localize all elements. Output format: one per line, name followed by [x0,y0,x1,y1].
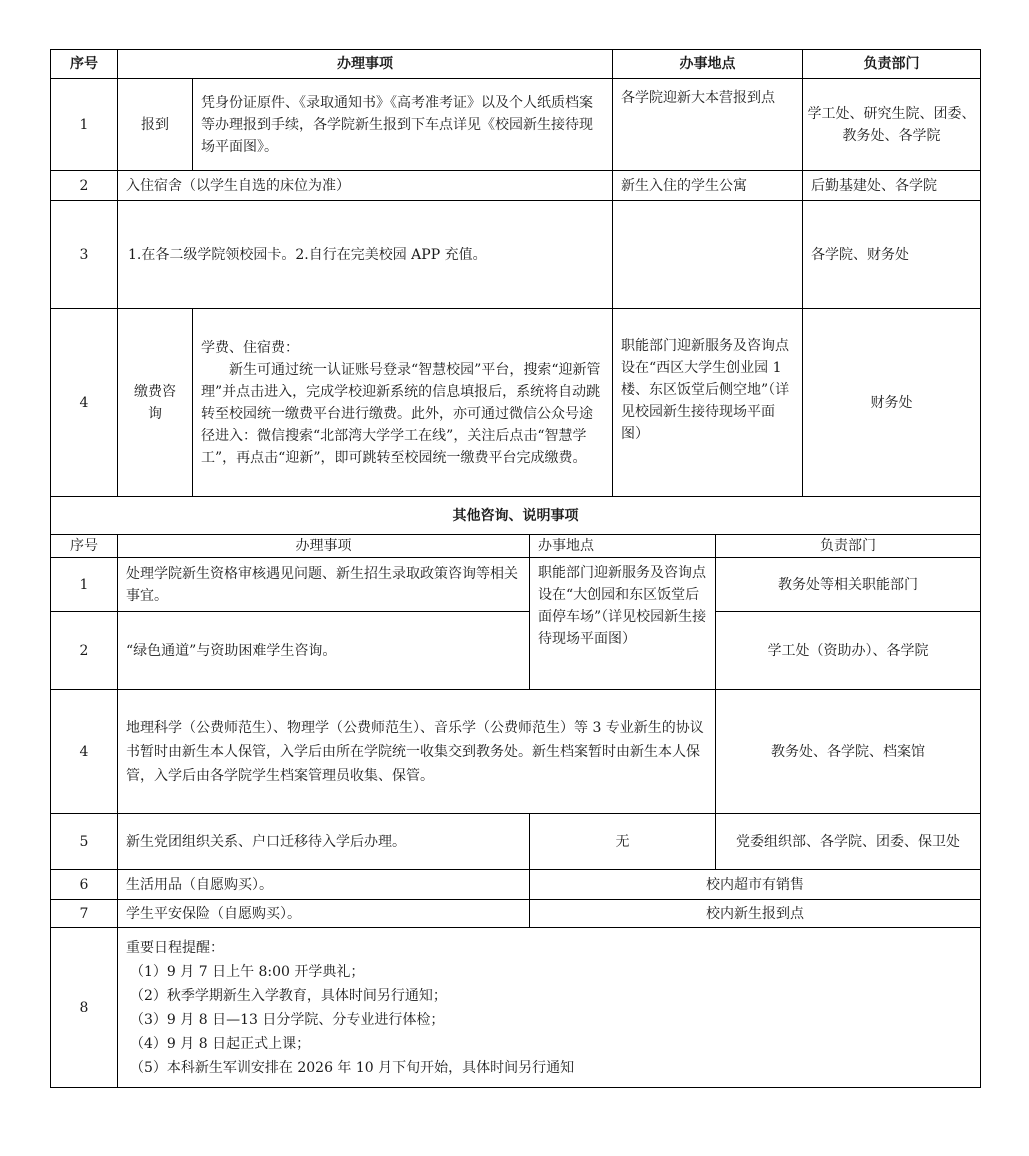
table-row [51,171,981,201]
header-dept: 负责部门 [716,535,981,558]
row-no: 8 [51,928,118,1088]
table-row [51,900,981,928]
schedule-item: （1）9 月 7 日上午 8:00 开学典礼； [130,963,365,980]
row-desc: 新生党团组织关系、户口迁移待入学后办理。 [118,814,530,870]
other-matters-table [50,496,981,1088]
header-dept: 负责部门 [803,50,981,79]
row-location: 新生入住的学生公寓 [613,171,803,201]
table-row [51,558,981,612]
schedule-item: （2）秋季学期新生入学教育，具体时间另行通知； [130,987,447,1004]
row-location: 校内超市有销售 [530,870,981,900]
row-desc: 凭身份证原件、《录取通知书》《高考准考证》以及个人纸质档案等办理报到手续，各学院新生报到下车点详见《校园新生接待现场平面图》。 [193,79,613,171]
shared-location: 职能部门迎新服务及咨询点设在“大创园和东区饭堂后面停车场”（详见校园新生接待现场平面图） [530,558,716,690]
table-row [51,928,981,1088]
row-dept: 学工处、研究生院、团委、教务处、各学院 [803,79,981,171]
header-item: 办理事项 [118,50,613,79]
row-desc: 学生平安保险（自愿购买）。 [118,900,530,928]
row-desc: 地理科学（公费师范生）、物理学（公费师范生）、音乐学（公费师范生）等 3 专业新生的协议书暂时由新生本人保管，入学后由所在学院统一收集交到教务处。新生档案暂时由新生本人保管，入学后由各学院学生档案管理员收集、保管。 [118,690,716,814]
schedule-item: （5）本科新生军训安排在 2026 年 10 月下旬开始，具体时间另行通知 [130,1059,575,1076]
header-location: 办事地点 [530,535,716,558]
table-header-row [51,535,981,558]
row-dept: 党委组织部、各学院、团委、保卫处 [716,814,981,870]
section-title: 其他咨询、说明事项 [51,497,981,535]
row-desc-title: 学费、住宿费： [201,339,299,356]
row-location: 无 [530,814,716,870]
row-location [613,201,803,309]
table-row [51,612,981,690]
row-dept: 教务处、各学院、档案馆 [716,690,981,814]
schedule-title: 重要日程提醒： [126,939,224,956]
row-no: 4 [51,690,118,814]
section-title-row [51,497,981,535]
header-no: 序号 [51,535,118,558]
row-location: 校内新生报到点 [530,900,981,928]
row-no: 7 [51,900,118,928]
row-dept: 学工处（资助办）、各学院 [716,612,981,690]
row-desc: “绿色通道”与资助困难学生咨询。 [118,612,530,690]
header-no: 序号 [51,50,118,79]
row-no: 5 [51,814,118,870]
row-desc: 生活用品（自愿购买）。 [118,870,530,900]
row-no: 3 [51,201,118,309]
header-location: 办事地点 [613,50,803,79]
row-label: 缴费咨询 [118,309,193,497]
schedule-item: （3）9 月 8 日—13 日分学院、分专业进行体检； [130,1011,445,1028]
row-no: 6 [51,870,118,900]
row-desc: 1.在各二级学院领校园卡。2.自行在完美校园 APP 充值。 [118,201,613,309]
row-desc: 入住宿舍（以学生自选的床位为准） [118,171,613,201]
header-item: 办理事项 [118,535,530,558]
row-desc [193,309,613,497]
row-location: 职能部门迎新服务及咨询点设在“西区大学生创业园 1 楼、东区饭堂后侧空地”（详见校园新生接待现场平面图） [613,309,803,497]
row-no: 2 [51,171,118,201]
row-no: 1 [51,558,118,612]
table-row [51,309,981,497]
row-dept: 教务处等相关职能部门 [716,558,981,612]
row-no: 4 [51,309,118,497]
row-label: 报到 [118,79,193,171]
table-row [51,870,981,900]
row-no: 2 [51,612,118,690]
row-dept: 各学院、财务处 [803,201,981,309]
schedule-reminder [118,928,981,1088]
schedule-item: （4）9 月 8 日起正式上课； [130,1035,311,1052]
row-no: 1 [51,79,118,171]
table-row [51,690,981,814]
row-dept: 财务处 [803,309,981,497]
table-row [51,814,981,870]
table-header-row [51,50,981,79]
registration-table [50,49,981,497]
table-row [51,79,981,171]
table-row [51,201,981,309]
row-desc-body: 新生可通过统一认证账号登录“智慧校园”平台，搜索“迎新管理”并点击进入，完成学校迎新系统的信息填报后，系统将自动跳转至校园统一缴费平台进行缴费。此外，亦可通过微信公众号途径进入：微信搜索“北部湾大学学工在线”，关注后点击“智慧学工”，再点击“迎新”，即可跳转至校园统一缴费平台完成缴费。 [201,361,601,466]
row-dept: 后勤基建处、各学院 [803,171,981,201]
row-location: 各学院迎新大本营报到点 [613,79,803,171]
row-desc: 处理学院新生资格审核遇见问题、新生招生录取政策咨询等相关事宜。 [118,558,530,612]
